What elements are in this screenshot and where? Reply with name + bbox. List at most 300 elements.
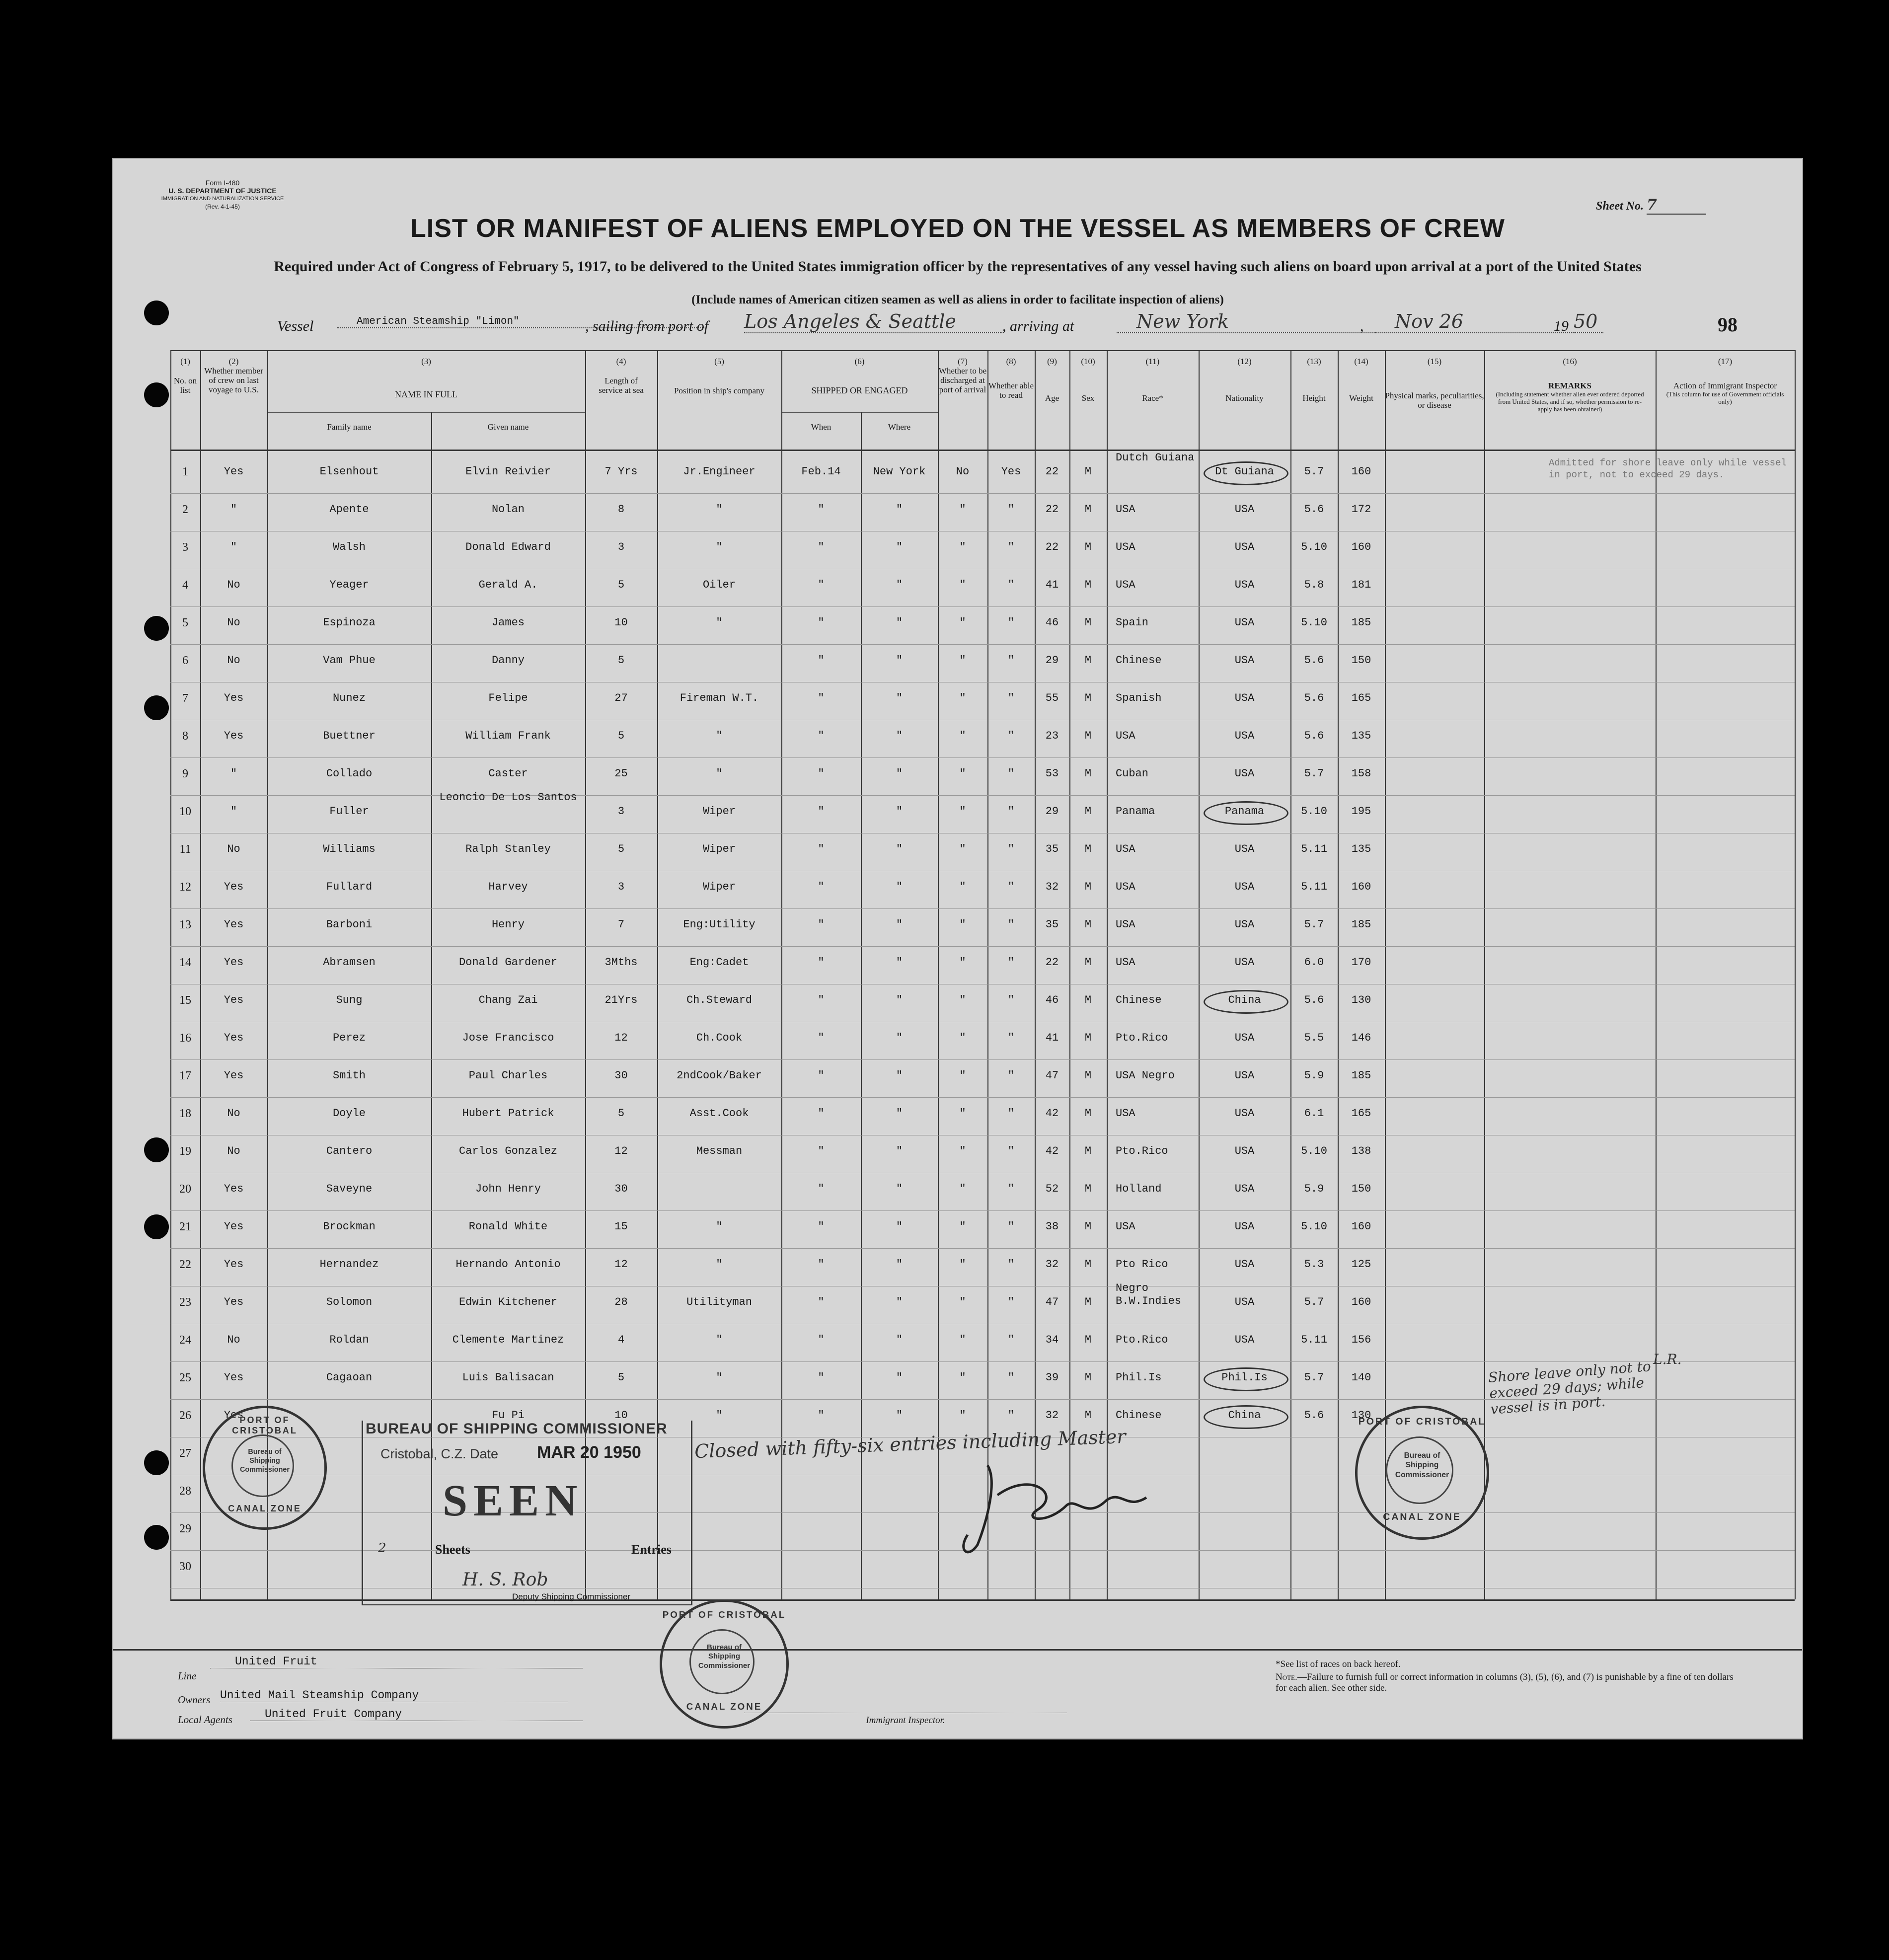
penalty-note <box>1276 1672 1742 1694</box>
crew-position-cell: " <box>716 1409 723 1422</box>
nationality-circle-mark <box>1204 990 1288 1014</box>
crew-race-cell: Pto.Rico <box>1116 1032 1168 1044</box>
crew-service-cell: 12 <box>614 1032 628 1044</box>
column-rule <box>1035 350 1036 1599</box>
port-seal-center-text: Bureau of Shipping Commissioner <box>1395 1451 1449 1479</box>
crew-weight-cell: 150 <box>1351 1183 1371 1195</box>
crew-given-cell: Leoncio De Los Santos <box>439 791 577 804</box>
crew-race-cell: USA <box>1116 918 1135 931</box>
crew-service-cell: 25 <box>614 767 628 780</box>
crew-age-cell: 32 <box>1045 1258 1059 1271</box>
crew-sex-cell: M <box>1084 918 1092 931</box>
crew-weight-cell: 150 <box>1351 654 1371 667</box>
crew-weight-cell: 146 <box>1351 1032 1371 1044</box>
crew-given-cell: Luis Balisacan <box>462 1371 554 1384</box>
crew-where-cell: " <box>896 579 903 591</box>
crew-sex-cell: M <box>1084 1334 1092 1346</box>
crew-where-cell: " <box>896 1258 903 1271</box>
crew-sex-cell: M <box>1084 1107 1092 1120</box>
crew-discharged-cell: " <box>959 1145 966 1157</box>
crew-last-cell: No <box>227 579 240 591</box>
crew-service-cell: 3Mths <box>604 956 638 969</box>
col11-header: (11) Race* <box>1142 357 1163 403</box>
crew-position-cell: Jr.Engineer <box>683 465 756 478</box>
crew-service-cell: 28 <box>614 1296 628 1308</box>
crew-read-cell: " <box>1007 1371 1015 1384</box>
crew-position-cell: Wiper <box>702 843 736 855</box>
col15-header: (15) Physical marks, peculiarities, or disease <box>1385 357 1484 410</box>
crew-position-cell: " <box>716 541 723 553</box>
crew-weight-cell: 165 <box>1351 692 1371 704</box>
col14-header: (14) Weight <box>1349 357 1373 403</box>
crew-race-cell: Chinese <box>1116 994 1162 1006</box>
crew-discharged-cell: " <box>959 1258 966 1271</box>
bureau-title: BUREAU OF SHIPPING COMMISSIONER <box>366 1421 668 1437</box>
crew-last-cell: Yes <box>224 465 244 478</box>
crew-age-cell: 22 <box>1045 465 1059 478</box>
crew-given-cell: Donald Gardener <box>458 956 558 969</box>
crew-given-cell: Donald Edward <box>465 541 551 553</box>
crew-weight-cell: 185 <box>1351 1069 1371 1082</box>
port-seal <box>660 1599 789 1729</box>
port-seal-center-text: Bureau of Shipping Commissioner <box>698 1643 751 1670</box>
col17-header: (17) Action of Immigrant Inspector (This column for use of Government officials only) <box>1666 357 1784 405</box>
col10-header: (10) Sex <box>1081 357 1095 403</box>
crew-no-cell: 14 <box>179 956 191 969</box>
bureau-signature: H. S. Rob <box>462 1570 548 1590</box>
crew-discharged-cell: " <box>959 1032 966 1044</box>
binder-hole <box>144 1137 169 1162</box>
crew-race-cell: Negro B.W.Indies <box>1116 1282 1182 1307</box>
sheet-number-value: 7 <box>1647 196 1706 215</box>
crew-sex-cell: M <box>1084 805 1092 818</box>
crew-weight-cell: 158 <box>1351 767 1371 780</box>
crew-race-cell: Holland <box>1116 1183 1162 1195</box>
crew-position-cell: Oiler <box>702 579 736 591</box>
crew-last-cell: Yes <box>224 918 244 931</box>
footer-line-value: United Fruit <box>210 1655 583 1668</box>
crew-when-cell: " <box>818 767 825 780</box>
crew-when-cell: " <box>818 1258 825 1271</box>
crew-where-cell: " <box>896 654 903 667</box>
crew-sex-cell: M <box>1084 843 1092 855</box>
crew-read-cell: " <box>1007 503 1015 516</box>
crew-read-cell: " <box>1007 579 1015 591</box>
crew-given-cell: Fu Pi <box>491 1409 525 1422</box>
crew-weight-cell: 172 <box>1351 503 1371 516</box>
crew-when-cell: " <box>818 1145 825 1157</box>
crew-family-cell: Buettner <box>323 730 376 742</box>
shipped-where-header: Where <box>888 422 911 432</box>
crew-given-cell: Ralph Stanley <box>465 843 551 855</box>
crew-where-cell: " <box>896 730 903 742</box>
crew-race-cell: Cuban <box>1116 767 1149 780</box>
crew-no-cell: 24 <box>179 1334 191 1347</box>
crew-no-cell: 28 <box>179 1485 191 1498</box>
column-rule <box>200 350 201 1599</box>
col7-header: (7) Whether to be discharged at port of arrival <box>938 357 987 394</box>
crew-sex-cell: M <box>1084 541 1092 553</box>
inspector-signature-line: Immigrant Inspector. <box>744 1713 1067 1726</box>
crew-weight-cell: 181 <box>1351 579 1371 591</box>
crew-discharged-cell: " <box>959 1409 966 1422</box>
crew-position-cell: Wiper <box>702 805 736 818</box>
column-rule <box>585 350 586 1599</box>
crew-weight-cell: 160 <box>1351 1220 1371 1233</box>
crew-height-cell: 5.9 <box>1304 1183 1324 1195</box>
crew-sex-cell: M <box>1084 616 1092 629</box>
crew-when-cell: " <box>818 730 825 742</box>
crew-last-cell: Yes <box>224 1296 244 1308</box>
crew-age-cell: 47 <box>1045 1296 1059 1308</box>
crew-where-cell: " <box>896 1032 903 1044</box>
crew-when-cell: " <box>818 1069 825 1082</box>
crew-sex-cell: M <box>1084 956 1092 969</box>
column-rule <box>938 350 939 1599</box>
arrival-date: Nov 26 <box>1375 310 1574 333</box>
crew-nationality-cell: USA <box>1234 1334 1255 1346</box>
crew-given-cell: Henry <box>491 918 525 931</box>
crew-height-cell: 5.10 <box>1301 541 1327 553</box>
bureau-place: Cristobal, C.Z. Date <box>380 1446 499 1461</box>
crew-position-cell: " <box>716 1220 723 1233</box>
crew-height-cell: 6.0 <box>1304 956 1324 969</box>
crew-nationality-cell: China <box>1228 994 1261 1006</box>
crew-sex-cell: M <box>1084 465 1092 478</box>
col4-header: (4) Length of service at sea <box>599 357 644 395</box>
crew-position-cell: Utilityman <box>686 1296 753 1308</box>
crew-no-cell: 23 <box>179 1296 191 1309</box>
crew-where-cell: New York <box>873 465 926 478</box>
crew-given-cell: Paul Charles <box>468 1069 548 1082</box>
crew-service-cell: 30 <box>614 1069 628 1082</box>
crew-height-cell: 5.11 <box>1301 1334 1327 1346</box>
crew-sex-cell: M <box>1084 1032 1092 1044</box>
crew-no-cell: 1 <box>182 465 188 478</box>
crew-age-cell: 41 <box>1045 1032 1059 1044</box>
crew-nationality-cell: China <box>1228 1409 1261 1422</box>
crew-last-cell: " <box>230 767 237 780</box>
crew-read-cell: " <box>1007 541 1015 553</box>
sheet-number-label: Sheet No. <box>1596 200 1644 213</box>
crew-read-cell: " <box>1007 654 1015 667</box>
crew-read-cell: " <box>1007 1069 1015 1082</box>
crew-weight-cell: 125 <box>1351 1258 1371 1271</box>
crew-no-cell: 26 <box>179 1409 191 1422</box>
row-rule <box>170 1059 1795 1060</box>
crew-no-cell: 9 <box>182 767 188 780</box>
row-rule <box>170 644 1795 645</box>
crew-discharged-cell: " <box>959 1220 966 1233</box>
crew-race-cell: Phil.Is <box>1116 1371 1162 1384</box>
crew-where-cell: " <box>896 843 903 855</box>
crew-nationality-cell: USA <box>1234 881 1255 893</box>
crew-given-cell: Hernando Antonio <box>455 1258 561 1271</box>
row-rule <box>170 1210 1795 1211</box>
form-department: U. S. DEPARTMENT OF JUSTICE <box>168 187 277 195</box>
column-rule <box>170 350 171 1599</box>
row-rule <box>170 795 1795 796</box>
crew-height-cell: 5.10 <box>1301 616 1327 629</box>
crew-weight-cell: 130 <box>1351 1409 1371 1422</box>
crew-nationality-cell: Panama <box>1224 805 1265 818</box>
crew-where-cell: " <box>896 1296 903 1308</box>
nationality-circle-mark <box>1204 1405 1288 1429</box>
bureau-date: MAR 20 1950 <box>537 1443 641 1462</box>
crew-read-cell: " <box>1007 1258 1015 1271</box>
col9-header: (9) Age <box>1045 357 1059 403</box>
closing-note: Closed with fifty-six entries including Master <box>694 1425 1127 1463</box>
crew-discharged-cell: " <box>959 730 966 742</box>
crew-position-cell: Asst.Cook <box>689 1107 749 1120</box>
sailing-from: Los Angeles & Seattle <box>744 310 1002 333</box>
crew-last-cell: Yes <box>224 1258 244 1271</box>
crew-last-cell: " <box>230 805 237 818</box>
crew-discharged-cell: " <box>959 881 966 893</box>
crew-family-cell: Solomon <box>326 1296 373 1308</box>
crew-age-cell: 29 <box>1045 805 1059 818</box>
row-rule <box>170 1361 1795 1362</box>
column-rule <box>1338 350 1339 1599</box>
crew-height-cell: 5.10 <box>1301 805 1327 818</box>
crew-no-cell: 7 <box>182 692 188 705</box>
crew-where-cell: " <box>896 1107 903 1120</box>
crew-height-cell: 5.8 <box>1304 579 1324 591</box>
crew-nationality-cell: USA <box>1234 1183 1255 1195</box>
crew-no-cell: 25 <box>179 1371 191 1384</box>
crew-last-cell: Yes <box>224 1220 244 1233</box>
crew-position-cell: Ch.Cook <box>696 1032 743 1044</box>
crew-read-cell: " <box>1007 1409 1015 1422</box>
crew-sex-cell: M <box>1084 1145 1092 1157</box>
crew-race-cell: USA <box>1116 1220 1135 1233</box>
crew-sex-cell: M <box>1084 1371 1092 1384</box>
arriving-at: New York <box>1117 310 1385 333</box>
crew-sex-cell: M <box>1084 994 1092 1006</box>
crew-last-cell: Yes <box>224 1371 244 1384</box>
crew-family-cell: Williams <box>323 843 376 855</box>
crew-age-cell: 39 <box>1045 1371 1059 1384</box>
column-rule <box>1385 350 1386 1599</box>
crew-family-cell: Cantero <box>326 1145 373 1157</box>
crew-no-cell: 18 <box>179 1107 191 1120</box>
crew-no-cell: 5 <box>182 616 188 629</box>
crew-service-cell: 3 <box>617 805 625 818</box>
crew-discharged-cell: " <box>959 616 966 629</box>
crew-where-cell: " <box>896 1069 903 1082</box>
family-name-header: Family name <box>327 422 372 432</box>
crew-where-cell: " <box>896 881 903 893</box>
crew-height-cell: 5.6 <box>1304 503 1324 516</box>
crew-race-cell: Spain <box>1116 616 1149 629</box>
crew-weight-cell: 160 <box>1351 881 1371 893</box>
footer-agents-value: United Fruit Company <box>250 1708 583 1721</box>
crew-last-cell: No <box>227 1145 240 1157</box>
bureau-seen: SEEN <box>443 1476 584 1525</box>
crew-height-cell: 5.6 <box>1304 692 1324 704</box>
row-rule <box>170 1097 1795 1098</box>
row-rule <box>170 757 1795 758</box>
remarks-initials: L.R. <box>1653 1351 1682 1367</box>
crew-when-cell: " <box>818 918 825 931</box>
crew-family-cell: Doyle <box>332 1107 366 1120</box>
crew-family-cell: Sung <box>336 994 363 1006</box>
crew-weight-cell: 195 <box>1351 805 1371 818</box>
crew-no-cell: 6 <box>182 654 188 667</box>
crew-nationality-cell: USA <box>1234 918 1255 931</box>
crew-service-cell: 30 <box>614 1183 628 1195</box>
crew-family-cell: Collado <box>326 767 373 780</box>
crew-read-cell: " <box>1007 1145 1015 1157</box>
crew-weight-cell: 140 <box>1351 1371 1371 1384</box>
crew-weight-cell: 160 <box>1351 465 1371 478</box>
crew-race-cell: USA <box>1116 730 1135 742</box>
crew-weight-cell: 185 <box>1351 616 1371 629</box>
crew-service-cell: 7 Yrs <box>604 465 638 478</box>
crew-given-cell: Gerald A. <box>478 579 538 591</box>
crew-nationality-cell: Dt Guiana <box>1215 465 1274 478</box>
crew-read-cell: " <box>1007 730 1015 742</box>
crew-no-cell: 17 <box>179 1069 191 1082</box>
crew-read-cell: " <box>1007 956 1015 969</box>
port-seal-center-text: Bureau of Shipping Commissioner <box>240 1448 290 1474</box>
crew-when-cell: " <box>818 1409 825 1422</box>
crew-service-cell: 5 <box>617 730 625 742</box>
crew-discharged-cell: " <box>959 541 966 553</box>
crew-sex-cell: M <box>1084 1220 1092 1233</box>
crew-nationality-cell: USA <box>1234 1258 1255 1271</box>
crew-where-cell: " <box>896 541 903 553</box>
crew-race-cell: Chinese <box>1116 654 1162 667</box>
crew-discharged-cell: " <box>959 956 966 969</box>
crew-sex-cell: M <box>1084 1069 1092 1082</box>
crew-age-cell: 38 <box>1045 1220 1059 1233</box>
crew-read-cell: " <box>1007 767 1015 780</box>
col5-header: (5) Position in ship's company <box>674 357 765 395</box>
crew-read-cell: " <box>1007 1334 1015 1346</box>
crew-read-cell: " <box>1007 918 1015 931</box>
crew-when-cell: " <box>818 1220 825 1233</box>
col8-header: (8) Whether able to read <box>988 357 1034 400</box>
arriving-label: , arriving at <box>1002 318 1074 334</box>
crew-nationality-cell: USA <box>1234 616 1255 629</box>
crew-discharged-cell: " <box>959 1371 966 1384</box>
crew-weight-cell: 185 <box>1351 918 1371 931</box>
crew-height-cell: 5.9 <box>1304 1069 1324 1082</box>
shipped-when-header: When <box>811 422 831 432</box>
crew-last-cell: " <box>230 541 237 553</box>
crew-age-cell: 32 <box>1045 881 1059 893</box>
crew-discharged-cell: " <box>959 1334 966 1346</box>
crew-last-cell: Yes <box>224 1069 244 1082</box>
crew-position-cell: " <box>716 1258 723 1271</box>
crew-age-cell: 47 <box>1045 1069 1059 1082</box>
row-rule <box>170 606 1795 607</box>
crew-sex-cell: M <box>1084 881 1092 893</box>
crew-where-cell: " <box>896 918 903 931</box>
row-rule <box>170 908 1795 909</box>
col12-header: (12) Nationality <box>1225 357 1264 403</box>
bureau-entries-label: Entries <box>631 1542 672 1557</box>
crew-last-cell: Yes <box>224 1183 244 1195</box>
crew-where-cell: " <box>896 805 903 818</box>
column-rule <box>1069 350 1070 1599</box>
port-seal-top-text: PORT OF CRISTOBAL <box>232 1415 298 1436</box>
crew-age-cell: 22 <box>1045 956 1059 969</box>
crew-last-cell: No <box>227 1334 240 1346</box>
crew-no-cell: 4 <box>182 579 188 592</box>
crew-race-cell: USA Negro <box>1116 1069 1175 1082</box>
crew-sex-cell: M <box>1084 1409 1092 1422</box>
crew-age-cell: 22 <box>1045 541 1059 553</box>
crew-family-cell: Roldan <box>329 1334 369 1346</box>
crew-no-cell: 30 <box>179 1560 191 1573</box>
binder-hole <box>144 1214 169 1239</box>
crew-sex-cell: M <box>1084 730 1092 742</box>
crew-height-cell: 5.7 <box>1304 767 1324 780</box>
crew-when-cell: " <box>818 1371 825 1384</box>
crew-last-cell: Yes <box>224 1032 244 1044</box>
crew-family-cell: Walsh <box>332 541 366 553</box>
crew-age-cell: 46 <box>1045 994 1059 1006</box>
crew-race-cell: USA <box>1116 541 1135 553</box>
crew-nationality-cell: USA <box>1234 579 1255 591</box>
crew-when-cell: " <box>818 881 825 893</box>
crew-no-cell: 20 <box>179 1183 191 1196</box>
col6-header: (6) SHIPPED OR ENGAGED <box>811 357 908 395</box>
crew-given-cell: Chang Zai <box>478 994 538 1006</box>
column-rule <box>1107 350 1108 1599</box>
crew-weight-cell: 156 <box>1351 1334 1371 1346</box>
crew-family-cell: Cagaoan <box>326 1371 373 1384</box>
crew-sex-cell: M <box>1084 1183 1092 1195</box>
crew-height-cell: 5.11 <box>1301 881 1327 893</box>
crew-family-cell: Fullard <box>326 881 373 893</box>
bureau-official: Deputy Shipping Commissioner <box>512 1592 631 1601</box>
remarks-handwritten: Shore leave only not to exceed 29 days; while vessel is in port. <box>1488 1358 1652 1418</box>
crew-age-cell: 53 <box>1045 767 1059 780</box>
crew-given-cell: Caster <box>488 767 528 780</box>
crew-nationality-cell: USA <box>1234 1032 1255 1044</box>
crew-service-cell: 8 <box>617 503 625 516</box>
crew-service-cell: 5 <box>617 1107 625 1120</box>
crew-given-cell: Edwin Kitchener <box>458 1296 558 1308</box>
penalty-note-text: —Failure to furnish full or correct information in columns (3), (5), (6), and (7) is punishable by a fine of ten dollars for each alien. See other side. <box>1276 1672 1734 1693</box>
row-rule <box>170 493 1795 494</box>
crew-no-cell: 11 <box>179 843 191 856</box>
crew-no-cell: 15 <box>179 994 191 1007</box>
crew-service-cell: 10 <box>614 1409 628 1422</box>
crew-service-cell: 4 <box>617 1334 625 1346</box>
bureau-sheets-count: 2 <box>378 1541 386 1556</box>
crew-weight-cell: 135 <box>1351 843 1371 855</box>
crew-family-cell: Abramsen <box>323 956 376 969</box>
vessel-label: Vessel <box>277 318 314 334</box>
form-revision: (Rev. 4-1-45) <box>205 203 240 210</box>
column-rule <box>657 350 658 1599</box>
row-rule <box>170 946 1795 947</box>
crew-sex-cell: M <box>1084 1296 1092 1308</box>
crew-when-cell: " <box>818 692 825 704</box>
crew-discharged-cell: " <box>959 994 966 1006</box>
crew-no-cell: 27 <box>179 1447 191 1460</box>
crew-when-cell: " <box>818 994 825 1006</box>
crew-service-cell: 10 <box>614 616 628 629</box>
crew-family-cell: Elsenhout <box>319 465 379 478</box>
crew-discharged-cell: " <box>959 579 966 591</box>
crew-discharged-cell: " <box>959 1183 966 1195</box>
crew-where-cell: " <box>896 1371 903 1384</box>
